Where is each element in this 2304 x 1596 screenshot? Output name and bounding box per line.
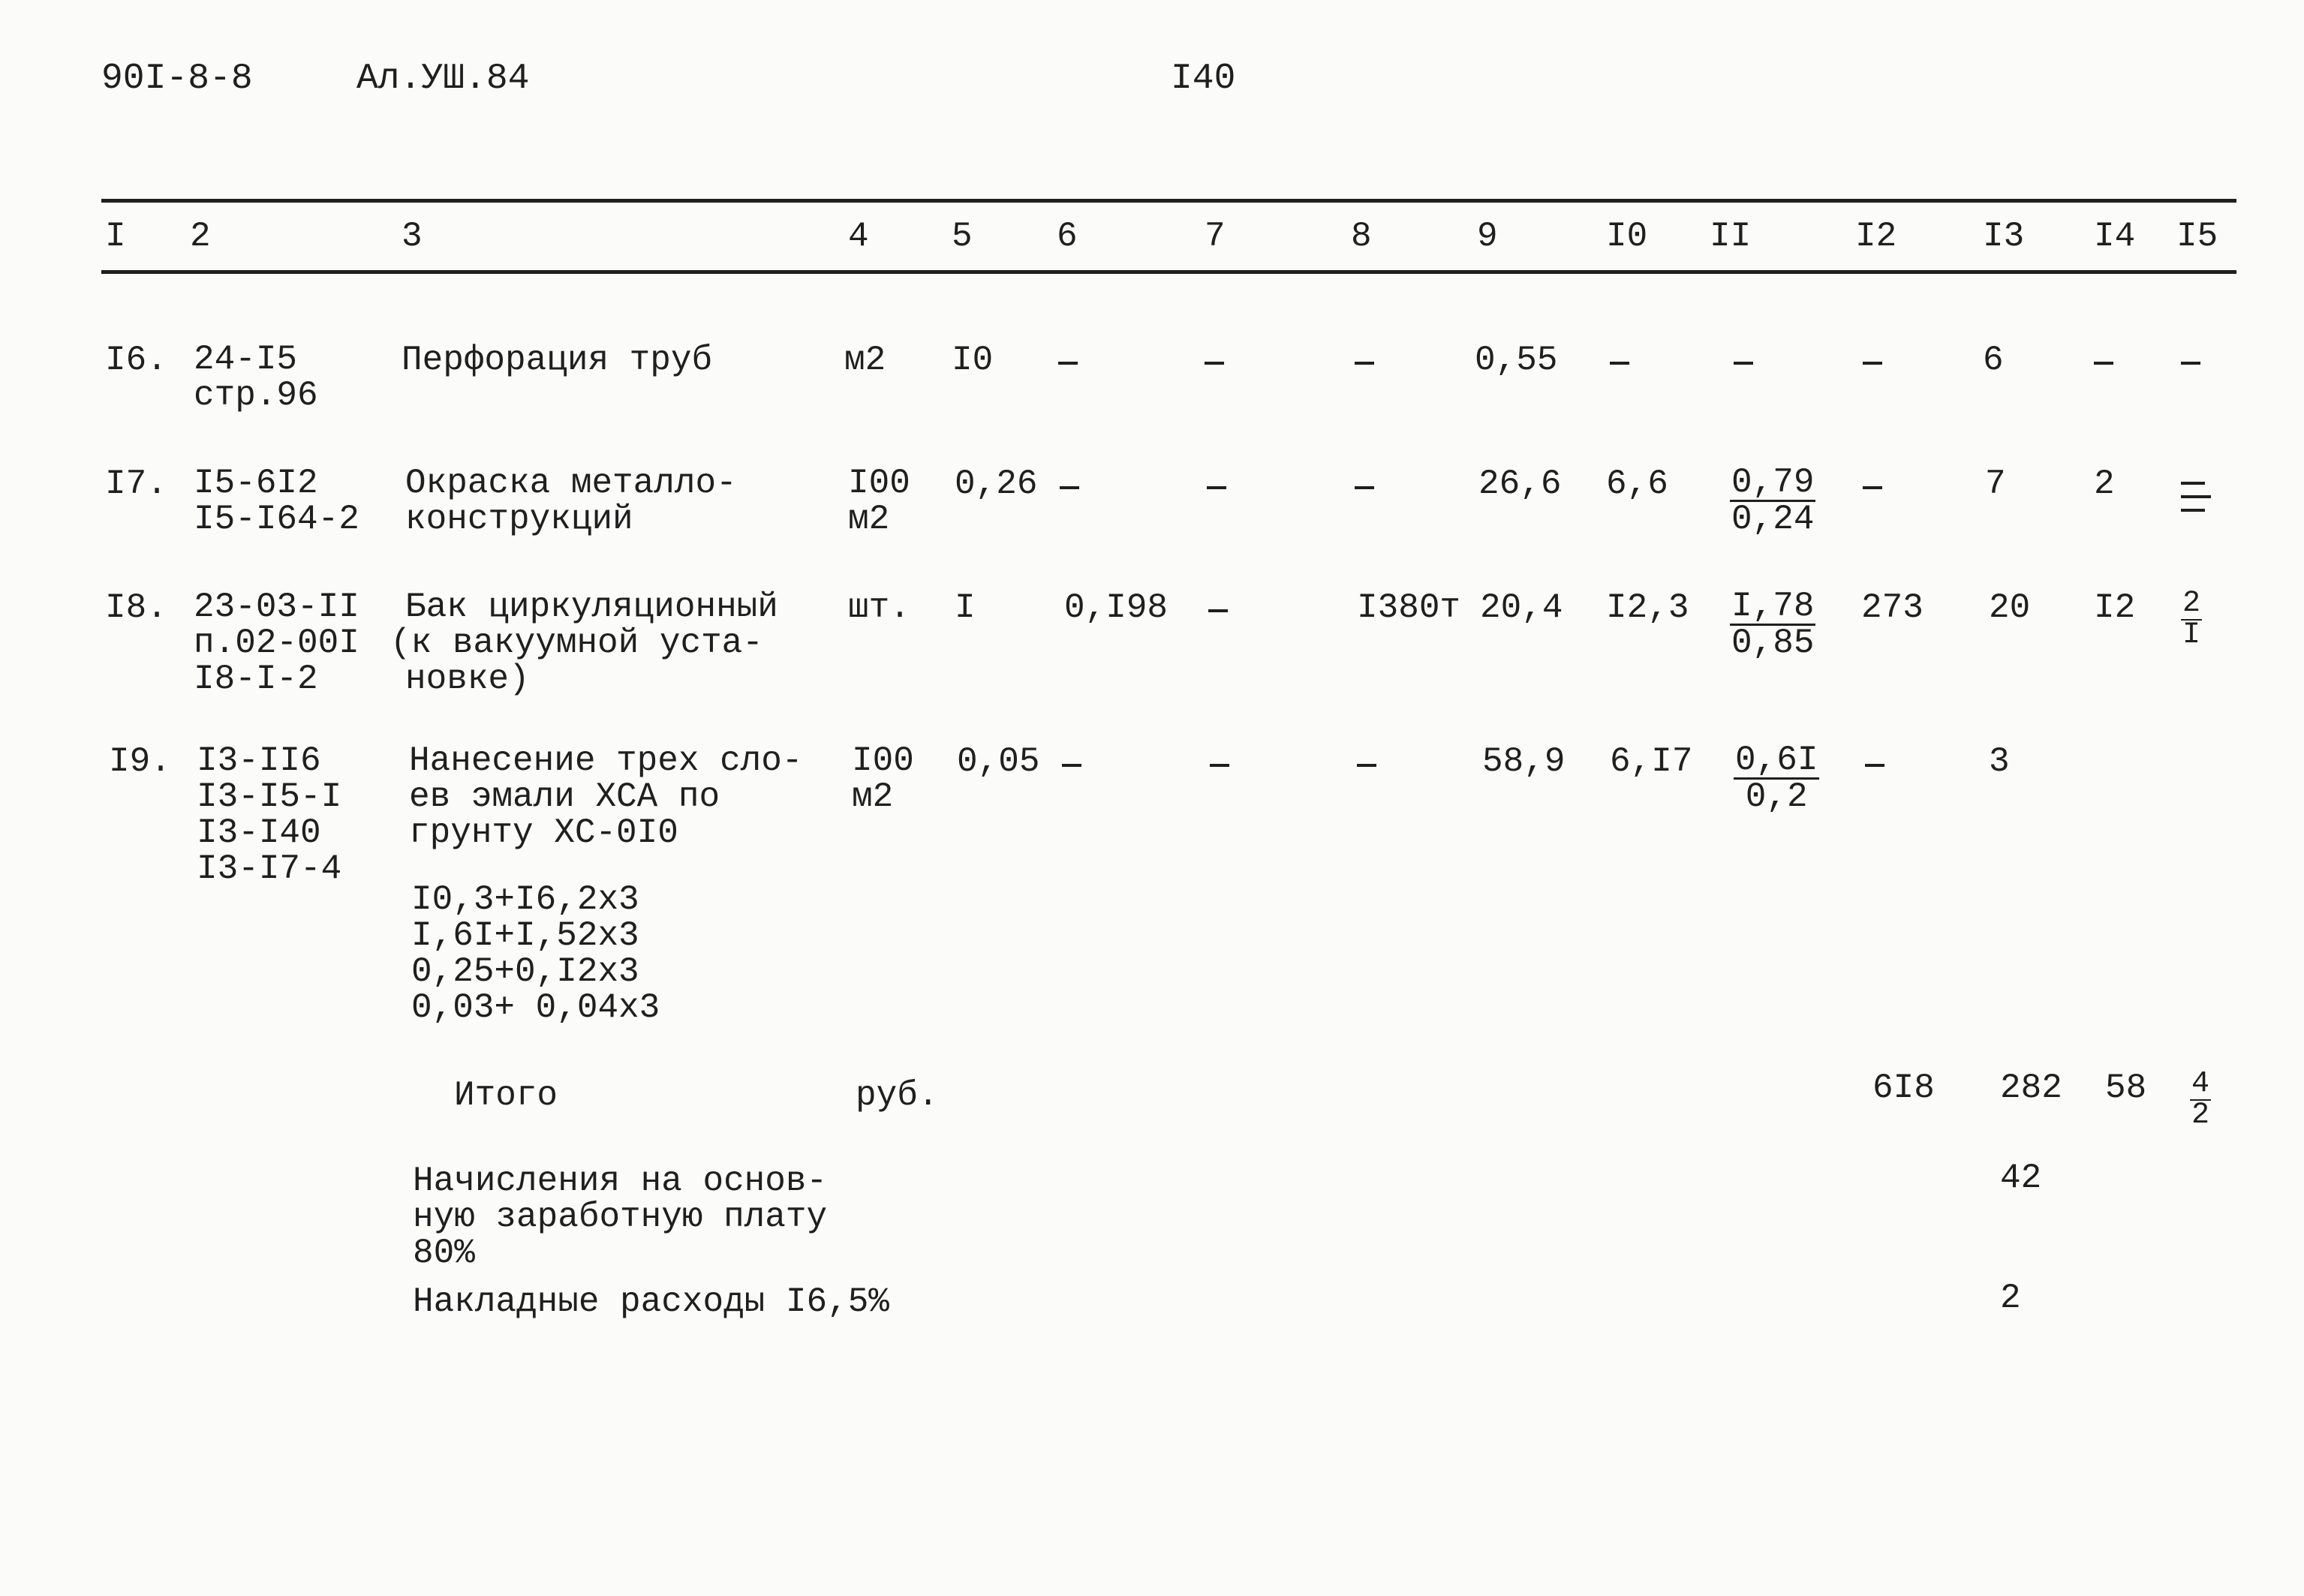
- column-header: 3: [402, 217, 423, 256]
- cell-col9: 0,55: [1475, 341, 1558, 380]
- row-number: I8.: [105, 588, 167, 627]
- accruals-col13: 42: [2000, 1159, 2042, 1198]
- work-name: Перфорация труб: [402, 341, 713, 380]
- totals-col14: 58: [2105, 1069, 2147, 1108]
- work-name-line: (к вакуумной уста-: [390, 624, 763, 663]
- norm-code-line: стр.96: [194, 376, 318, 415]
- work-name-line: новке): [405, 660, 530, 699]
- norm-code-line: I5-I64-2: [194, 500, 359, 539]
- empty-dash: [2181, 362, 2200, 365]
- unit: м2: [844, 341, 886, 380]
- totals-col13: 282: [2000, 1069, 2062, 1108]
- norm-code-line: I3-I5-I: [197, 777, 342, 816]
- unit-line: м2: [852, 777, 894, 816]
- page-number: I40: [1171, 59, 1236, 99]
- norm-code: [194, 465, 359, 537]
- empty-dash: [1355, 362, 1374, 365]
- column-header: I3: [1983, 217, 2025, 256]
- column-header: I4: [2094, 217, 2136, 256]
- album-number: Ал.УШ.84: [356, 59, 530, 99]
- column-header: 8: [1351, 217, 1372, 256]
- empty-dash: [1062, 764, 1081, 767]
- cell-col14: 2: [2094, 464, 2115, 503]
- work-name: [405, 465, 737, 537]
- work-name-line: ев эмали ХСА по: [409, 777, 720, 816]
- totals-col15-fraction: [2190, 1069, 2211, 1131]
- fraction-denominator: 0,85: [1731, 624, 1815, 663]
- document-code: 90I-8-8: [101, 59, 253, 99]
- accruals-label-line: Начисления на основ-: [413, 1162, 828, 1201]
- row-number: I6.: [105, 341, 167, 380]
- unit-line: м2: [848, 500, 890, 539]
- quantity: 0,05: [957, 742, 1040, 781]
- fraction-numerator: 0,79: [1731, 463, 1815, 502]
- cell-col12: 273: [1861, 588, 1924, 627]
- norm-code-line: п.02-00I: [194, 624, 359, 663]
- fraction-denominator: 0,24: [1731, 500, 1815, 539]
- norm-code-line: I3-II6: [197, 741, 321, 780]
- norm-code: [194, 589, 359, 697]
- cell-col9: 58,9: [1482, 742, 1566, 781]
- fraction-numerator: 4: [2191, 1067, 2210, 1101]
- column-header: I2: [1855, 217, 1897, 256]
- overhead-label: Накладные расходы I6,5%: [413, 1282, 889, 1321]
- calc-line: 0,03+ 0,04x3: [411, 988, 660, 1027]
- empty-dash: [1208, 609, 1228, 612]
- empty-dash: [1734, 362, 1753, 365]
- accruals-label: [413, 1163, 827, 1271]
- norm-code-line: I8-I-2: [194, 660, 318, 699]
- row-number: I9.: [109, 742, 171, 781]
- column-header: 2: [190, 217, 211, 256]
- work-name-line: грунту ХС-0I0: [409, 813, 678, 852]
- empty-dash: [1058, 362, 1078, 365]
- cell-col11-fraction: [1734, 743, 1819, 814]
- cell-col9: 20,4: [1480, 588, 1563, 627]
- cell-col8: I380т: [1357, 588, 1461, 627]
- empty-dash: [1060, 486, 1079, 489]
- quantity: I0: [952, 341, 994, 380]
- cell-col6: 0,I98: [1064, 588, 1169, 627]
- norm-code-line: 24-I5: [194, 340, 298, 379]
- fraction-denominator: 2: [2191, 1099, 2210, 1132]
- cell-col15-fraction: [2181, 589, 2202, 651]
- column-header: 5: [952, 217, 973, 256]
- norm-code-line: I3-I7-4: [197, 849, 342, 888]
- column-header: II: [1710, 217, 1752, 256]
- cell-col10: 6,I7: [1610, 742, 1693, 781]
- cell-col10: 6,6: [1606, 464, 1668, 503]
- accruals-label-line: 80%: [413, 1234, 475, 1273]
- fraction-denominator: I: [2182, 618, 2201, 652]
- cell-col13: 20: [1989, 588, 2031, 627]
- column-header: I0: [1606, 217, 1648, 256]
- work-name: [409, 743, 803, 851]
- cell-col10: I2,3: [1606, 588, 1689, 627]
- work-name-line: Нанесение трех сло-: [409, 741, 803, 780]
- cell-col11-fraction: [1730, 587, 1815, 663]
- quantity: 0,26: [955, 464, 1038, 503]
- cell-col14: I2: [2094, 588, 2136, 627]
- empty-dash: [1610, 362, 1629, 365]
- calc-line: 0,25+0,I2x3: [411, 952, 639, 991]
- work-name: [390, 589, 778, 697]
- empty-dash: [2181, 495, 2211, 498]
- empty-dash: [1205, 362, 1224, 365]
- column-header: I: [105, 217, 126, 256]
- empty-dash: [2181, 482, 2205, 485]
- cell-col9: 26,6: [1478, 464, 1562, 503]
- calc-line: I,6I+I,52x3: [411, 916, 639, 955]
- empty-dash: [1355, 486, 1374, 489]
- calc-line: I0,3+I6,2x3: [411, 880, 639, 919]
- row-number: I7.: [105, 464, 167, 503]
- norm-code-line: 23-03-II: [194, 588, 359, 627]
- empty-dash: [1863, 362, 1882, 365]
- fraction-numerator: 2: [2182, 587, 2201, 621]
- cell-col13: 6: [1983, 341, 2004, 380]
- work-name-line: Бак циркуляционный: [405, 588, 778, 627]
- norm-code: [197, 743, 341, 887]
- column-header: 9: [1477, 217, 1498, 256]
- overhead-col13: 2: [2000, 1279, 2021, 1318]
- cell-col13: 3: [1989, 742, 2010, 781]
- empty-dash: [1207, 486, 1226, 489]
- totals-unit: руб.: [856, 1076, 939, 1115]
- totals-col12: 6I8: [1872, 1069, 1935, 1108]
- fraction-numerator: I,78: [1731, 587, 1815, 626]
- empty-dash: [2181, 509, 2205, 512]
- empty-dash: [1863, 486, 1882, 489]
- accruals-label-line: ную заработную плату: [413, 1198, 828, 1237]
- totals-label: Итого: [454, 1076, 558, 1115]
- norm-code-line: I3-I40: [197, 813, 321, 852]
- column-header: 4: [848, 217, 869, 256]
- unit-line: I00: [848, 464, 910, 503]
- calculation-formulas: [411, 882, 660, 1026]
- norm-code: [194, 341, 318, 413]
- work-name-line: конструкций: [405, 500, 633, 539]
- quantity: I: [955, 588, 976, 627]
- fraction-numerator: 0,6I: [1735, 741, 1818, 780]
- fraction-denominator: 0,2: [1745, 777, 1808, 816]
- work-name-line: Окраска металло-: [405, 464, 737, 503]
- empty-dash: [1210, 764, 1229, 767]
- cell-col11-fraction: [1730, 465, 1815, 537]
- column-header: 7: [1205, 217, 1226, 256]
- table-header-rule: [101, 270, 2236, 274]
- unit-line: I00: [852, 741, 914, 780]
- unit: шт.: [848, 588, 910, 627]
- empty-dash: [2094, 362, 2113, 365]
- table-top-rule: [101, 199, 2236, 203]
- unit: [848, 465, 910, 537]
- empty-dash: [1357, 764, 1376, 767]
- column-header: I5: [2176, 217, 2218, 256]
- empty-dash: [1865, 764, 1884, 767]
- cell-col13: 7: [1985, 464, 2006, 503]
- column-header: 6: [1057, 217, 1078, 256]
- norm-code-line: I5-6I2: [194, 464, 318, 503]
- unit: [852, 743, 914, 815]
